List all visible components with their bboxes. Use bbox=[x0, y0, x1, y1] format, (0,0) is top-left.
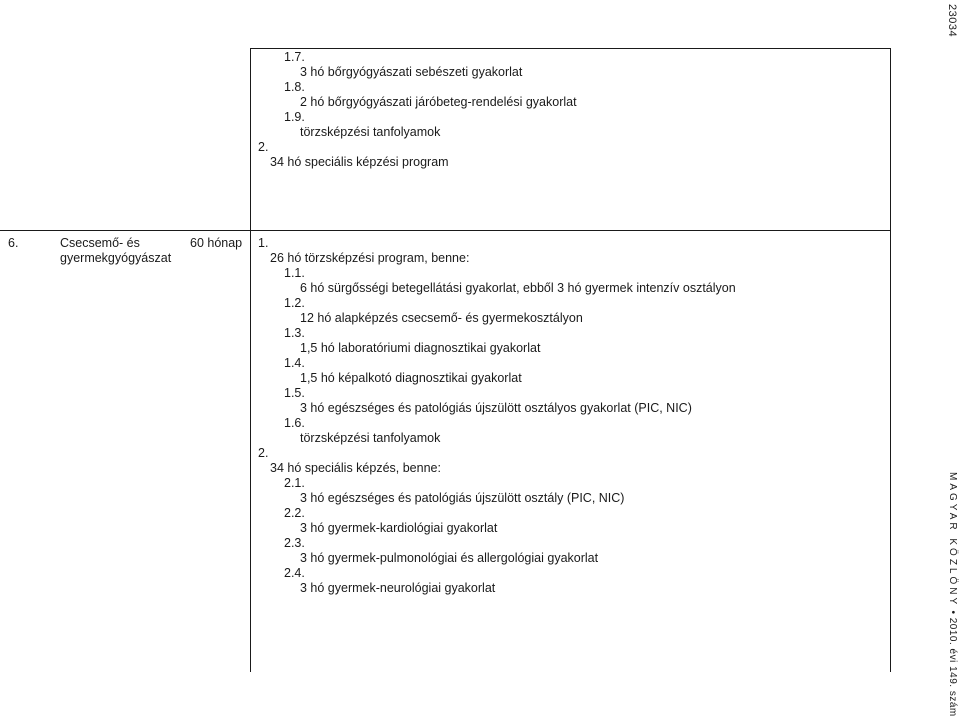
list-item-number: 1.1. bbox=[284, 266, 305, 280]
list-item-text: törzsképzési tanfolyamok bbox=[300, 125, 441, 139]
list-item-number: 2.4. bbox=[284, 566, 305, 580]
list-item-text: 3 hó gyermek-pulmonológiai és allergológiai gyakorlat bbox=[300, 551, 599, 565]
table-column-divider bbox=[250, 48, 251, 672]
list-item-text: 34 hó speciális képzés, benne: bbox=[270, 461, 441, 475]
specialty-name-line2: gyermekgyógyászat bbox=[60, 251, 172, 265]
list-item-number: 2.3. bbox=[284, 536, 305, 550]
page-number: 23034 bbox=[946, 4, 958, 38]
list-item-number: 2.1. bbox=[284, 476, 305, 490]
list-item-text: 3 hó gyermek-kardiológiai gyakorlat bbox=[300, 521, 498, 535]
list-item-number: 1.2. bbox=[284, 296, 305, 310]
list-item-text: 3 hó bőrgyógyászati sebészeti gyakorlat bbox=[300, 65, 523, 79]
duration: 60 hónap bbox=[190, 236, 243, 250]
table-right-border bbox=[890, 48, 891, 672]
separator-bullet: • bbox=[947, 610, 958, 615]
publication-title: MAGYAR KÖZLÖNY bbox=[947, 472, 958, 608]
list-item-number: 2. bbox=[258, 140, 269, 154]
issue-number: 2010. évi 149. szám bbox=[947, 617, 958, 717]
list-item-number: 1.5. bbox=[284, 386, 305, 400]
list-item-number: 1.6. bbox=[284, 416, 305, 430]
list-item-number: 1.3. bbox=[284, 326, 305, 340]
list-item-number: 1.4. bbox=[284, 356, 305, 370]
list-item-text: törzsképzési tanfolyamok bbox=[300, 431, 441, 445]
list-item-text: 1,5 hó laboratóriumi diagnosztikai gyakorlat bbox=[300, 341, 541, 355]
row-number: 6. bbox=[8, 236, 19, 250]
list-item-number: 1. bbox=[258, 236, 269, 250]
list-item-text: 3 hó egészséges és patológiás újszülött osztály (PIC, NIC) bbox=[300, 491, 625, 505]
list-item-number: 1.7. bbox=[284, 50, 305, 64]
specialty-name-line1: Csecsemő- és bbox=[60, 236, 140, 250]
list-item-text: 1,5 hó képalkotó diagnosztikai gyakorlat bbox=[300, 371, 522, 385]
list-item-text: 34 hó speciális képzési program bbox=[270, 155, 449, 169]
running-header bbox=[947, 472, 958, 717]
list-item-number: 2. bbox=[258, 446, 269, 460]
table-row-divider bbox=[0, 230, 890, 231]
list-item-text: 2 hó bőrgyógyászati járóbeteg-rendelési gyakorlat bbox=[300, 95, 577, 109]
list-item-number: 2.2. bbox=[284, 506, 305, 520]
list-item-text: 3 hó egészséges és patológiás újszülött osztályos gyakorlat (PIC, NIC) bbox=[300, 401, 692, 415]
list-item-text: 6 hó sürgősségi betegellátási gyakorlat, ebből 3 hó gyermek intenzív osztályon bbox=[300, 281, 736, 295]
list-item-text: 3 hó gyermek-neurológiai gyakorlat bbox=[300, 581, 496, 595]
list-item-number: 1.9. bbox=[284, 110, 305, 124]
table-top-border bbox=[250, 48, 890, 49]
list-item-text: 26 hó törzsképzési program, benne: bbox=[270, 251, 470, 265]
list-item-number: 1.8. bbox=[284, 80, 305, 94]
list-item-text: 12 hó alapképzés csecsemő- és gyermekosztályon bbox=[300, 311, 583, 325]
